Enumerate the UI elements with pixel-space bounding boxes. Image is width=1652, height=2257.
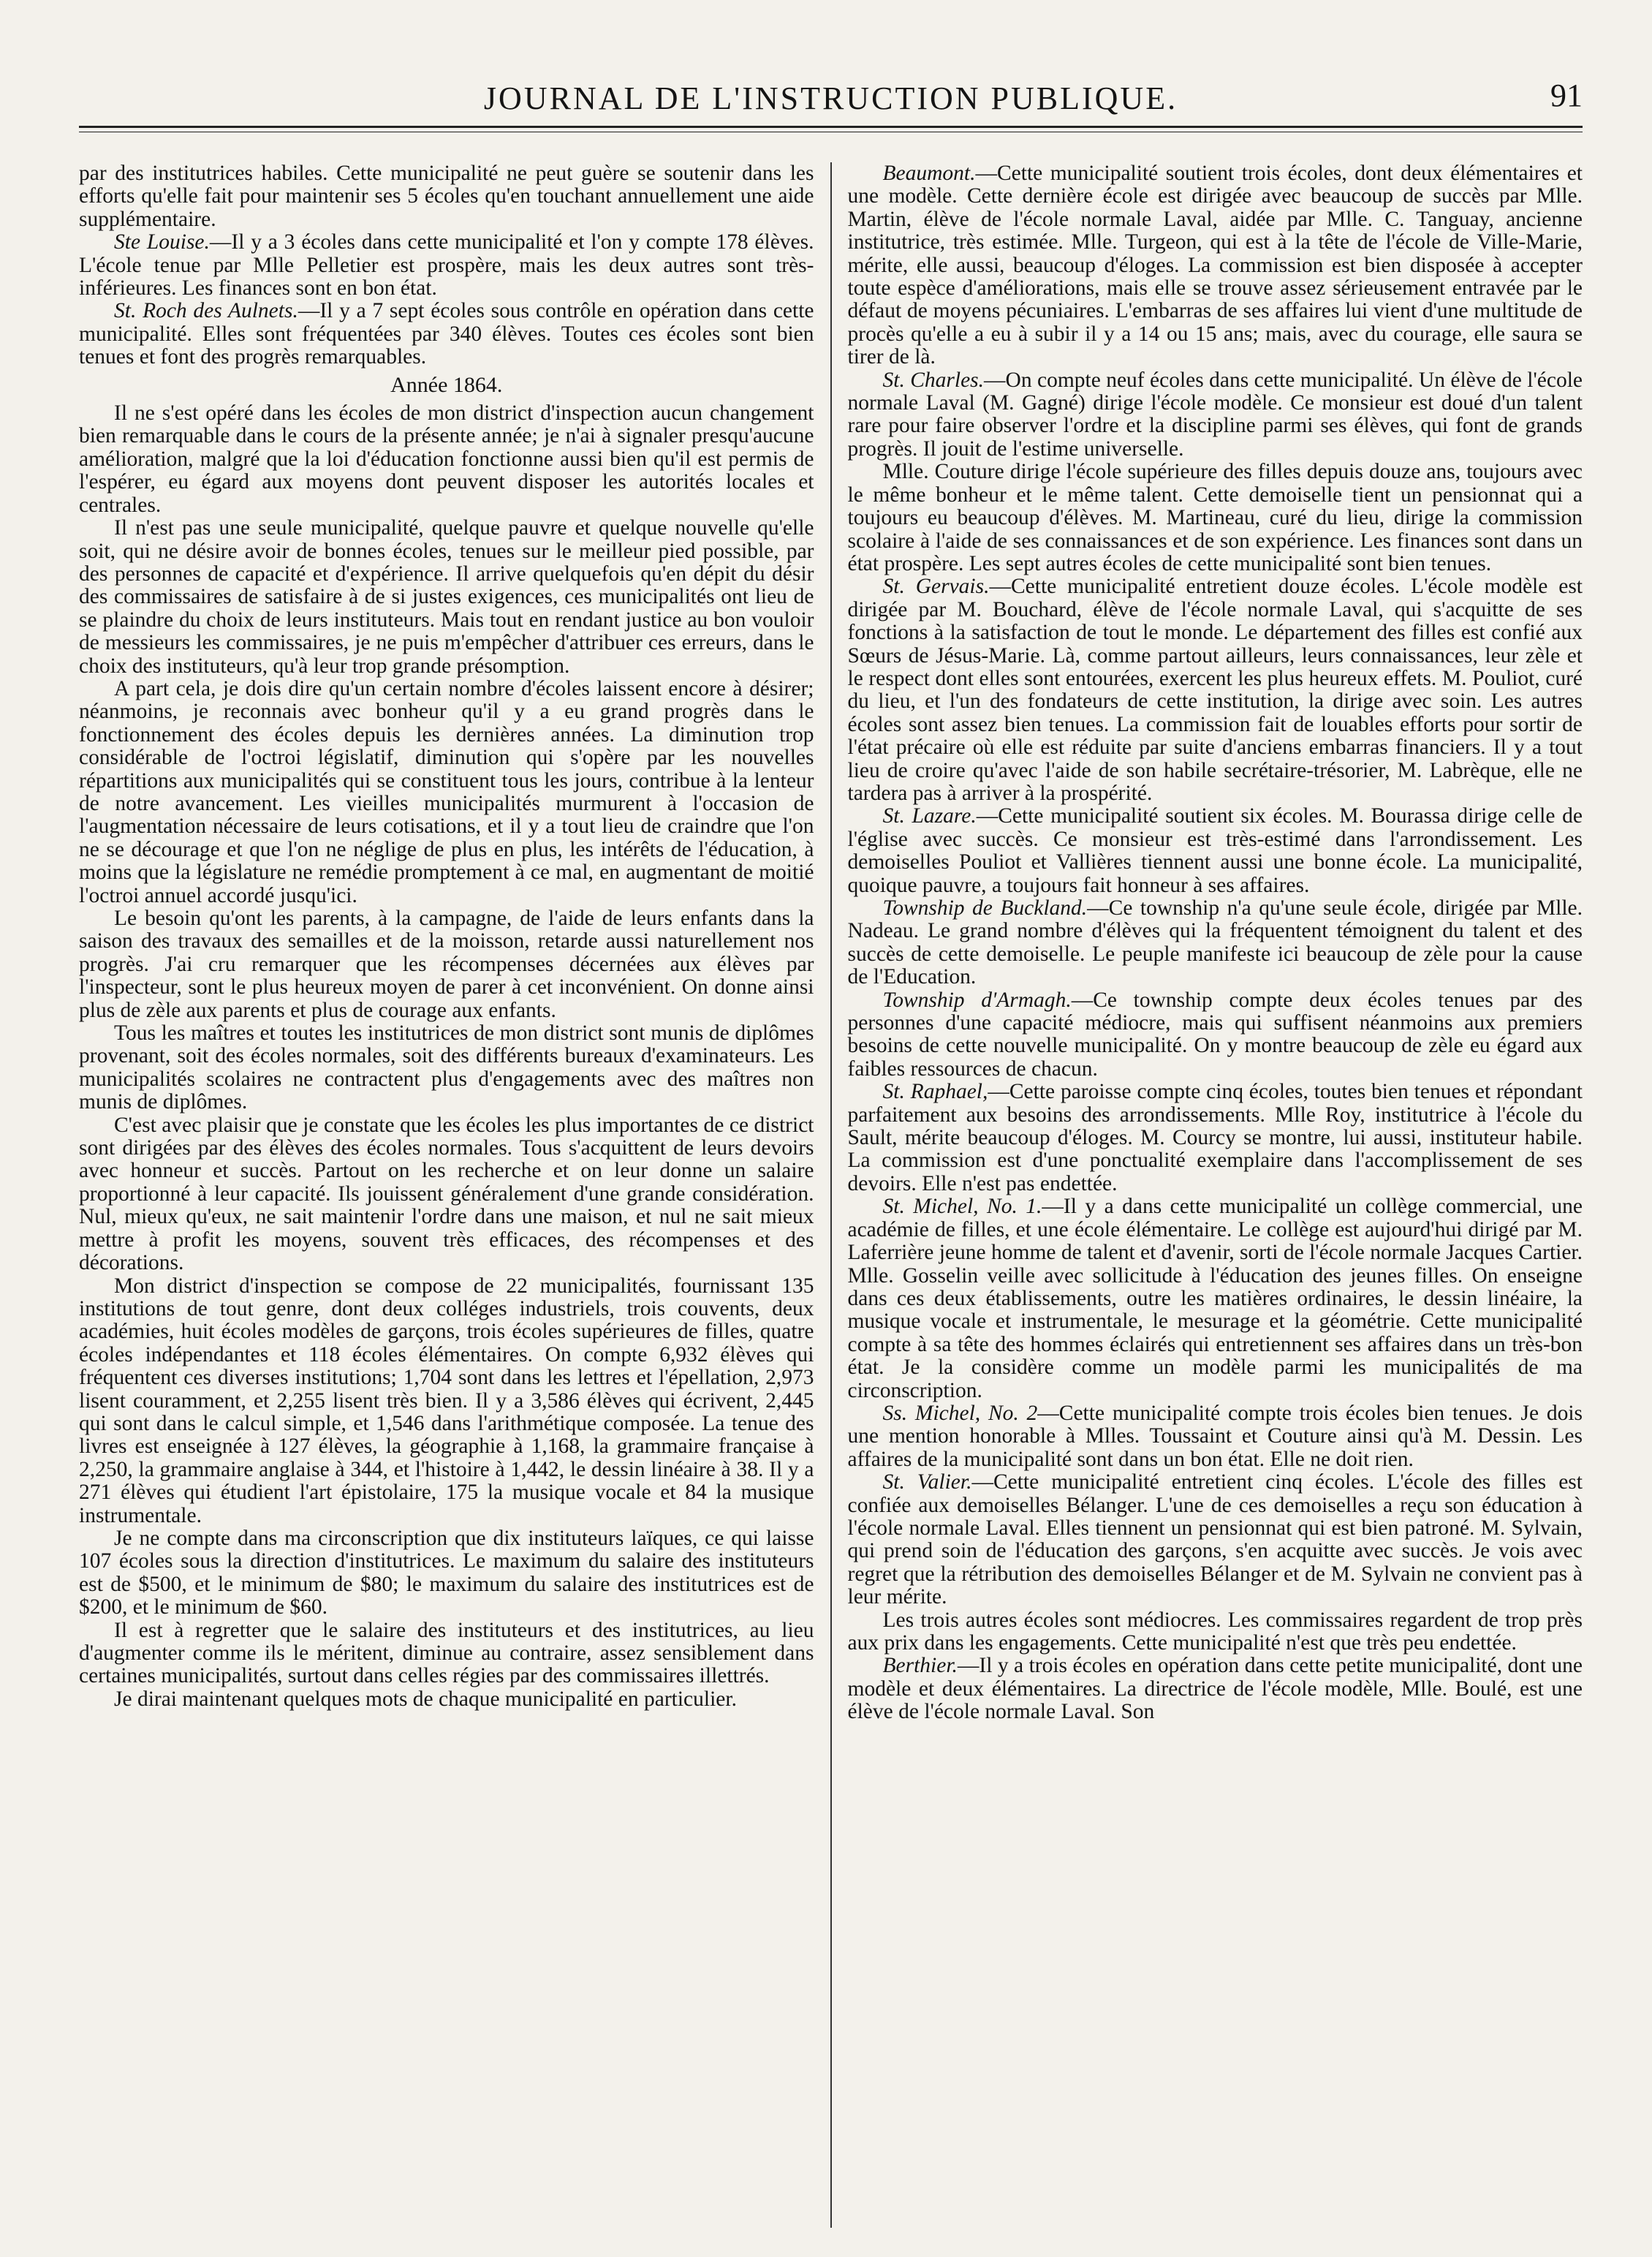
paragraph-text: —Il y a 7 sept écoles sous contrôle en opération dans cette municipalité. Elles sont fréquentées par 340 élèves. Toutes ces écoles sont bien tenues et font des progrès remarquables. [79,299,814,369]
year-heading: Année 1864. [390,372,503,397]
paragraph [848,1471,1583,1608]
paragraph [848,1195,1583,1402]
municipality-name: Ste Louise. [114,230,210,254]
paragraph: Le besoin qu'ont les parents, à la campagne, de l'aide de leurs enfants dans la saison des travaux des semailles et de la moisson, retarde aussi naturellement nos progrès. J'ai cru remarquer que les récompenses décernées aux élèves par l'inspecteur, sont le plus heureux moyen de parer à cet inconvénient. On donne ainsi plus de zèle aux parents et plus de courage aux enfants. [79,907,814,1022]
municipality-name: St. Lazare. [882,804,977,828]
paragraph: Il n'est pas une seule municipalité, quelque pauvre et quelque nouvelle qu'elle soit, qui ne désire avoir de bonnes écoles, tenues sur le meilleur pied possible, par des personnes de capacité et d'expérience. Il arrive quelquefois qu'en dépit du désir des commissaires de satisfaire à de si justes exigences, ces municipalités ont lieu de se plaindre du choix de leurs instituteurs. Mais tout en rendant justice au bon vouloir de messieurs les commissaires, je ne puis m'empêcher d'attribuer ces erreurs, dans le choix des instituteurs, qu'à leur trop grande présomption. [79,516,814,678]
journal-title: JOURNAL DE L'INSTRUCTION PUBLIQUE. [483,80,1178,116]
paragraph [848,897,1583,989]
municipality-name: St. Gervais. [882,575,990,599]
municipality-name: Township de Buckland. [882,896,1088,920]
paragraph-text: —On compte neuf écoles dans cette municipalité. Un élève de l'école normale Laval (M. Gagné) dirige l'école modèle. Ce monsieur est doué d'un talent rare pour faire observer l'ordre et la discipline parmi ses élèves, qui font de grands progrès. Il jouit de l'estime universelle. [847,368,1583,461]
municipality-name: Township d'Armagh. [882,988,1072,1012]
municipality-name: Ss. Michel, No. 2 [882,1401,1038,1425]
paragraph: A part cela, je dois dire qu'un certain nombre d'écoles laissent encore à désirer; néanmoins, je reconnais avec bonheur qu'il y a eu grand progrès dans le fonctionnement des écoles depuis les dernières années. La diminution trop considérable de l'octroi législatif, diminution qui s'opère par les nouvelles répartitions aux municipalités qui se constituent tous les jours, contribue à la lenteur de notre avancement. Les vieilles municipalités murmurent à l'occasion de l'augmentation nécessaire de leurs cotisations, et il y a tout lieu de craindre que l'on ne se décourage et que l'on ne néglige de plus en plus, les intérêts de l'éducation, à moins que la législature ne remédie promptement à ce mal, en augmentant de moitié l'octroi annuel accordé jusqu'ici. [79,676,814,907]
paragraph-text: —Ce township compte deux écoles tenues par des personnes d'une capacité médiocre, mais qui suffisent néanmoins aux premiers besoins de cette nouvelle municipalité. On y montre beaucoup de zèle eu égard aux faibles ressources de chacun. [847,988,1583,1081]
paragraph [79,300,814,368]
paragraph: Mon district d'inspection se compose de 22 municipalités, fournissant 135 institutions de tout genre, dont deux colléges industriels, trois couvents, deux académies, huit écoles modèles de garçons, trois écoles supérieures de filles, quatre écoles indépendantes et 118 écoles élémentaires. On compte 6,932 élèves qui fréquentent ces diverses institutions; 1,704 sont dans les lettres et l'épellation, 2,973 lisent couramment, et 2,255 lisent très bien. Il y a 3,586 élèves qui écrivent, 2,445 qui sont dans le calcul simple, et 1,546 dans l'arithmétique composée. La tenue des livres est enseignée à 127 élèves, la géographie à 1,168, la grammaire française à 2,250, la grammaire anglaise à 344, et l'histoire à 1,442, le dessin linéaire à 38. Il y a 271 élèves qui étudient l'art épistolaire, 175 la musique vocale et 84 la musique instrumentale. [79,1274,814,1527]
paragraph [848,1655,1583,1723]
text-columns [79,162,1583,2228]
left-column [79,162,830,2228]
paragraph-text: —Cette municipalité soutient trois écoles, dont deux élémentaires et une modèle. Cette dernière école est dirigée avec beaucoup de succès par Mlle. Martin, élève de l'école normale Laval, aidée par Mlle. C. Tanguay, ancienne institutrice, très estimée. Mlle. Turgeon, qui est à la tête de l'école de Ville-Marie, mérite, elle aussi, beaucoup d'éloges. La commission est bien disposée à accepter toute espèce d'améliorations, mais elle se trouve assez sérieusement entravée par le défaut de moyens pécuniaires. L'embarras de ses affaires lui vient d'une multitude de procès qu'elle a eu à subir il y a 14 ou 15 ans; mais, avec du courage, elle saura se tirer de là. [847,162,1583,369]
paragraph [848,805,1583,897]
municipality-name: St. Valier. [882,1470,972,1494]
page-number: 91 [1550,77,1583,113]
paragraph: Il est à regretter que le salaire des instituteurs et des institutrices, au lieu d'augmenter comme ils le méritent, diminue au contraire, assez sensiblement dans certaines municipalités, surtout dans celles régies par des commissaires illettrés. [79,1618,814,1688]
paragraph-text: —Il y a trois écoles en opération dans cette petite municipalité, dont une modèle et deux élémentaires. La directrice de l'école modèle, Mlle. Boulé, est une élève de l'école normale Laval. Son [847,1654,1583,1724]
paragraph [848,1081,1583,1195]
municipality-name: St. Roch des Aulnets. [114,299,298,323]
paragraph [848,989,1583,1081]
paragraph-text: —Il y a dans cette municipalité un collège commercial, une académie de filles, et une école élémentaire. Le collège est aujourd'hui dirigé par M. Laferrière jeune homme de talent et d'avenir, sorti de l'école normale Jacques Cartier. Mlle. Gosselin veille avec sollicitude à l'éducation des jeunes filles. On enseigne dans ces deux établissements, outre les matières ordinaires, le dessin linéaire, la musique vocale et instrumentale, le mesurage et la géométrie. Cette municipalité compte à sa tête des hommes éclairés qui entretiennent ses affaires dans un très-bon état. Je la considère comme un modèle parmi les municipalités de ma circonscription. [847,1195,1583,1402]
paragraph: Tous les maîtres et toutes les institutrices de mon district sont munis de diplômes provenant, soit des écoles normales, soit des différents bureaux d'examinateurs. Les municipalités scolaires ne contractent plus d'engagements avec des maîtres non munis de diplômes. [79,1021,814,1114]
paragraph: C'est avec plaisir que je constate que les écoles les plus importantes de ce district sont dirigées par des élèves des écoles normales. Tous s'acquittent de leurs devoirs avec honneur et succès. Partout on les recherche et on leur donne un salaire proportionné à leur capacité. Ils jouissent généralement d'une grande considération. Nul, mieux qu'eux, ne sait maintenir l'ordre dans une maison, et nul ne sait mieux mettre à profit les moyens, souvent très efficaces, des récompenses et des décorations. [79,1113,814,1275]
header-rule [79,126,1583,132]
paragraph: Je dirai maintenant quelques mots de chaque municipalité en particulier. [114,1687,737,1711]
paragraph-text: —Cette municipalité soutient six écoles. M. Bourassa dirige celle de l'église avec succès. Ce monsieur est très-estimé dans l'arrondissement. Les demoiselles Pouliot et Vallières tiennent aussi une bonne école. La municipalité, quoique pauvre, a toujours fait honneur à ses affaires. [847,804,1583,897]
paragraph-text: —Cette paroisse compte cinq écoles, toutes bien tenues et répondant parfaitement aux besoins des arrondissements. Mlle Roy, institutrice à l'école du Sault, mérite beaucoup d'éloges. M. Courcy se montre, lui aussi, instituteur habile. La commission est d'une ponctualité exemplaire dans l'accomplissement de ses devoirs. Elle n'est pas endettée. [847,1080,1583,1195]
paragraph-text: —Cette municipalité entretient douze écoles. L'école modèle est dirigée par M. Bouchard, élève de l'école normale Laval, qui s'acquitte de ses fonctions à la satisfaction de tout le monde. Le département des filles est confié aux Sœurs de Jésus-Marie. Là, comme partout ailleurs, leurs connaissances, leur zèle et le respect dont elles sont entourées, exercent les plus heureux effets. M. Pouliot, curé du lieu, et l'un des fondateurs de cette institution, la dirige avec soin. Les autres écoles sont assez bien tenues. La commission fait de louables efforts pour sortir de l'état précaire où elle est réduite par suite d'anciens embarras financiers. Il y a tout lieu de croire qu'avec l'aide de son habile secrétaire-trésorier, M. Labrèque, elle ne tardera pas à arriver à la prospérité. [847,575,1583,805]
paragraph: Je ne compte dans ma circonscription que dix instituteurs laïques, ce qui laisse 107 écoles sous la direction d'institutrices. Le maximum du salaire des instituteurs est de $500, et le minimum de $80; le maximum du salaire des institutrices est de $200, et le minimum de $60. [79,1526,814,1619]
paragraph-text: —Ce township n'a qu'une seule école, dirigée par Mlle. Nadeau. Le grand nombre d'élèves qui la fréquentent témoignent du talent et des succès de cette demoiselle. Le peuple manifeste ici beaucoup de zèle pour la cause de l'Education. [847,896,1583,989]
municipality-name: St. Charles. [882,368,985,392]
paragraph [848,1402,1583,1471]
paragraph-text: —Cette municipalité entretient cinq écoles. L'école des filles est confiée aux demoiselles Bélanger. L'une de ces demoiselles a reçu son éducation à l'école normale Laval. Elles tiennent un pensionnat qui est bien patroné. M. Sylvain, qui prend soin de l'éducation des garçons, s'en acquitte avec succès. Je vois avec regret que la rétribution des demoiselles Bélanger et de M. Sylvain ne convient pas à leur mérite. [847,1470,1583,1609]
running-head [79,70,1583,117]
paragraph: par des institutrices habiles. Cette municipalité ne peut guère se soutenir dans les efforts qu'elle fait pour maintenir ses 5 écoles qu'en touchant annuellement une aide supplémentaire. [79,162,814,231]
municipality-name: Beaumont. [882,162,976,185]
municipality-name: Berthier. [882,1654,958,1678]
paragraph [848,575,1583,805]
paragraph [79,231,814,300]
paragraph-text: —Cette municipalité compte trois écoles bien tenues. Je dois une mention honorable à Mlles. Toussaint et Couture ainsi qu'à M. Dessin. Les affaires de la municipalité sont dans un bon état. Elle ne doit rien. [847,1401,1583,1471]
paragraph [848,369,1583,461]
paragraph: Mlle. Couture dirige l'école supérieure des filles depuis douze ans, toujours avec le même bonheur et le même talent. Cette demoiselle tient un pensionnat qui a toujours eu beaucoup d'élèves. M. Martineau, curé du lieu, dirige la commission scolaire à l'aide de ses connaissances et de son expérience. Les finances sont dans un état prospère. Les sept autres écoles de cette municipalité sont bien tenues. [847,460,1583,575]
paragraph: Il ne s'est opéré dans les écoles de mon district d'inspection aucun changement bien remarquable dans le cours de la présente année; je n'ai à signaler presqu'aucune amélioration, malgré que la loi d'éducation fonctionne aussi bien qu'il est permis de l'espérer, eu égard aux moyens dont peuvent disposer les autorités locales et centrales. [79,401,814,517]
paragraph-text: —Il y a 3 écoles dans cette municipalité et l'on y compte 178 élèves. L'école tenue par Mlle Pelletier est prospère, mais les deux autres sont très-inférieures. Les finances sont en bon état. [79,230,814,300]
paragraph: Les trois autres écoles sont médiocres. Les commissaires regardent de trop près aux prix dans les engagements. Cette municipalité n'est que très peu endettée. [847,1608,1583,1655]
right-column [832,162,1583,2228]
paragraph [848,162,1583,369]
municipality-name: St. Michel, No. 1. [882,1195,1042,1219]
municipality-name: St. Raphael, [882,1080,988,1104]
